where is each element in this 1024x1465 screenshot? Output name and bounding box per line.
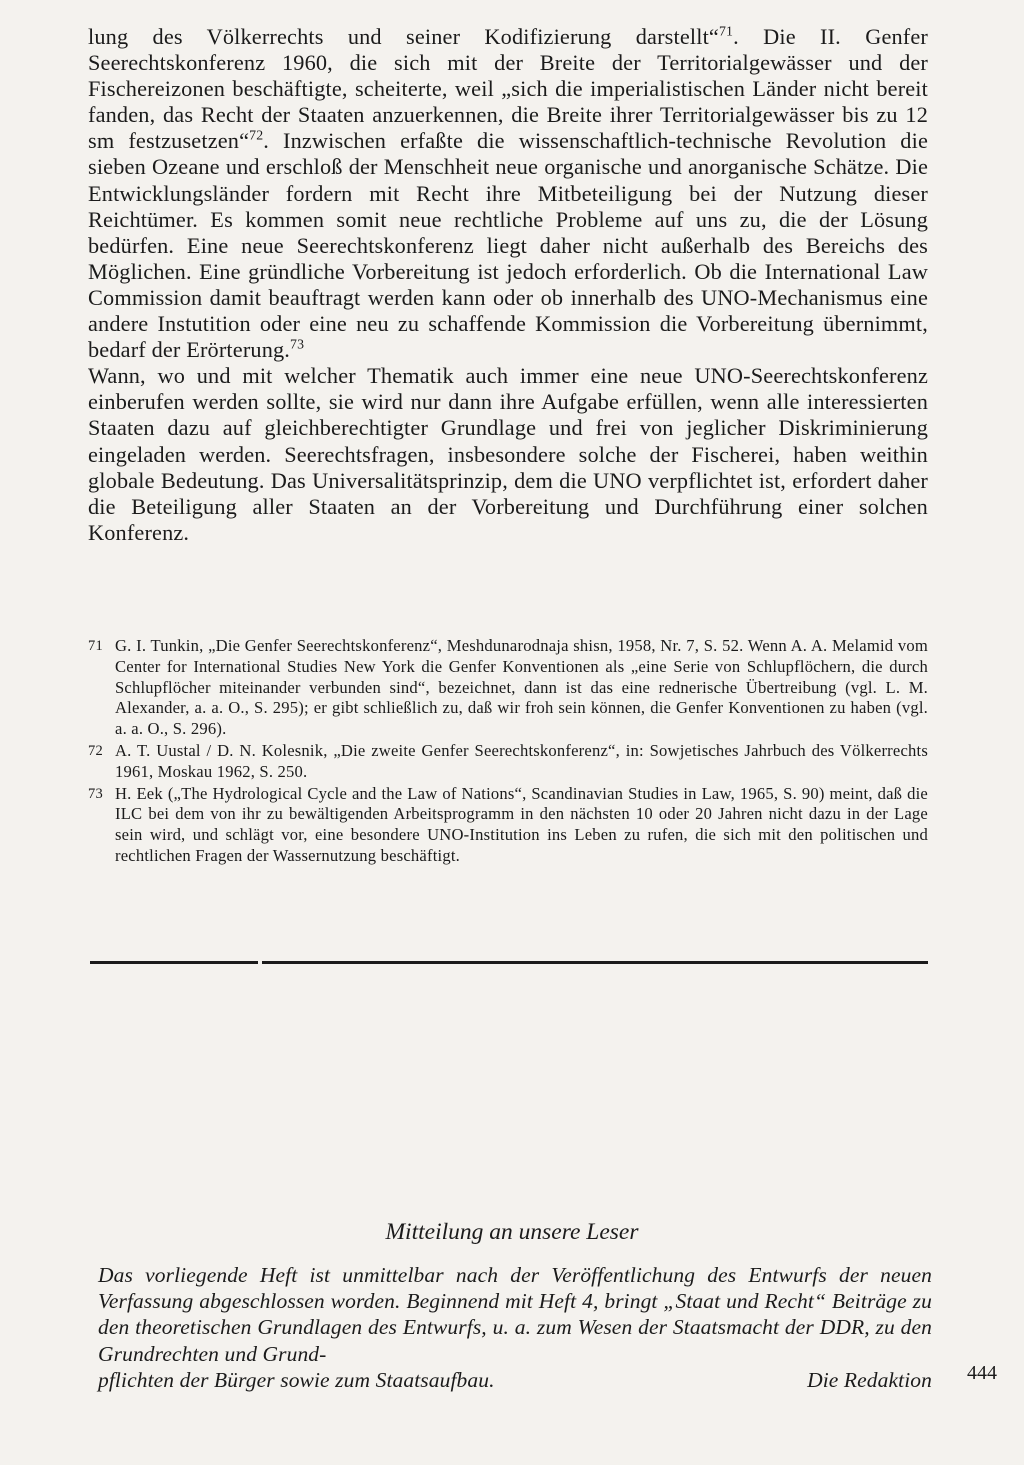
notice-text: Das vorliegende Heft ist unmittelbar nach der Veröffentlichung des Entwurfs der neuen Verfassung abgeschlossen worden. Beginnend mit Heft 4, bringt „Staat und Recht“ Beiträge zu den theoretischen Grundlagen des Entwurfs, u. a. zum Wesen der Staatsmacht der DDR, zu den Grundrechten und Grund- <box>98 1263 932 1366</box>
footnote-ref-72: 72 <box>249 127 264 143</box>
paragraph-1 <box>88 24 928 363</box>
notice-text-end: pflichten der Bürger sowie zum Staatsaufbau. <box>98 1367 495 1392</box>
page-number: 444 <box>967 1362 997 1384</box>
footnote-number: 71 <box>88 638 103 654</box>
notice-last-line <box>98 1367 932 1393</box>
paragraph-2: Wann, wo und mit welcher Thematik auch immer eine neue UNO-Seerechtskonferenz einberufen werden sollte, sie wird nur dann ihre Aufgabe erfüllen, wenn alle interessierten Staaten dazu auf gleichberechtigter Grundlage und frei von jeglicher Diskriminierung eingeladen werden. Seerechtsfragen, insbesondere solche der Fischerei, haben weithin globale Bedeutung. Das Universalitätsprinzip, dem die UNO verpflichtet ist, erfordert daher die Beteiligung aller Staaten an der Vorbereitung und Durchführung einer solchen Konferenz. <box>88 363 928 545</box>
section-divider-left <box>90 961 258 964</box>
footnotes <box>88 636 928 868</box>
paragraph-1-lead: lung des Völkerrechts und seiner Kodifizierung darstellt“ <box>88 24 719 49</box>
footnote-text: H. Eek („The Hydrological Cycle and the Law of Nations“, Scandinavian Studies in Law, 1965, S. 90) meint, daß die ILC bei dem von ihr zu bewältigenden Arbeitsprogramm in den nächsten 10 oder 20 Jahren nicht dazu in der Lage sein wird, und schlägt vor, eine besondere UNO-Institution ins Leben zu rufen, die sich mit den politischen und rechtlichen Fragen der Wassernutzung beschäftigt. <box>115 783 928 865</box>
footnote-71 <box>88 636 928 740</box>
notice-title: Mitteilung an unsere Leser <box>385 1219 639 1245</box>
main-text <box>88 24 928 546</box>
notice-signature: Die Redaktion <box>807 1367 932 1392</box>
footnote-73 <box>88 784 928 867</box>
notice-body <box>98 1262 932 1393</box>
footnote-text: A. T. Uustal / D. N. Kolesnik, „Die zweite Genfer Seerechtskonferenz“, in: Sowjetisches Jahrbuch des Völkerrechts 1961, Moskau 1962, S. 250. <box>115 740 928 781</box>
footnote-text: G. I. Tunkin, „Die Genfer Seerechtskonferenz“, Meshdunarodnaja shisn, 1958, Nr. 7, S. 52. Wenn A. A. Melamid vom Center for International Studies New York die Genfer Konventionen als „eine Serie von Schlupflöchern, die durch Schlupflöcher miteinander verbunden sind“, bezeichnet, dann ist das eine rednerische Übertreibung (vgl. L. M. Alexander, a. a. O., S. 295); er gibt schließlich zu, daß wir froh sein können, die Genfer Konventionen zu haben (vgl. a. a. O., S. 296). <box>115 636 928 739</box>
footnote-ref-71: 71 <box>718 23 734 39</box>
footnote-number: 73 <box>88 785 103 802</box>
footnote-ref-73: 73 <box>290 336 305 352</box>
paragraph-1-part-3: . Inzwischen erfaßte die wissenschaftlich-technische Revolution die sieben Ozeane und erschloß der Menschheit neue organische und anorganische Schätze. Die Entwicklungsländer fordern mit Recht ihre Mitbeteiligung bei der Nutzung dieser Reichtümer. Es kommen somit neue rechtliche Probleme auf uns zu, die der Lösung bedürfen. Eine neue Seerechtskonferenz liegt daher nicht außerhalb des Bereichs des Möglichen. Eine gründliche Vorbereitung ist jedoch erforderlich. Ob die International Law Commission damit beauftragt werden kann oder ob innerhalb des UNO-Mechanismus eine andere Instutition oder eine neu zu schaffende Kommission die Vorbereitung übernimmt, bedarf der Erörterung. <box>88 128 928 363</box>
footnote-72 <box>88 741 928 783</box>
section-divider-right <box>262 961 928 964</box>
footnote-number: 72 <box>88 742 103 759</box>
paragraph-1-part-2: . Die II. Genfer Seerechtskonferenz 1960, die sich mit der Breite der Territorialgewässer und der Fischereizonen beschäftigte, scheiterte, weil „sich die imperialistischen Länder nicht bereit fanden, das Recht der Staaten anzuerkennen, die Breite ihrer Territorialgewässer bis zu 12 sm festzusetzen“ <box>88 24 928 154</box>
